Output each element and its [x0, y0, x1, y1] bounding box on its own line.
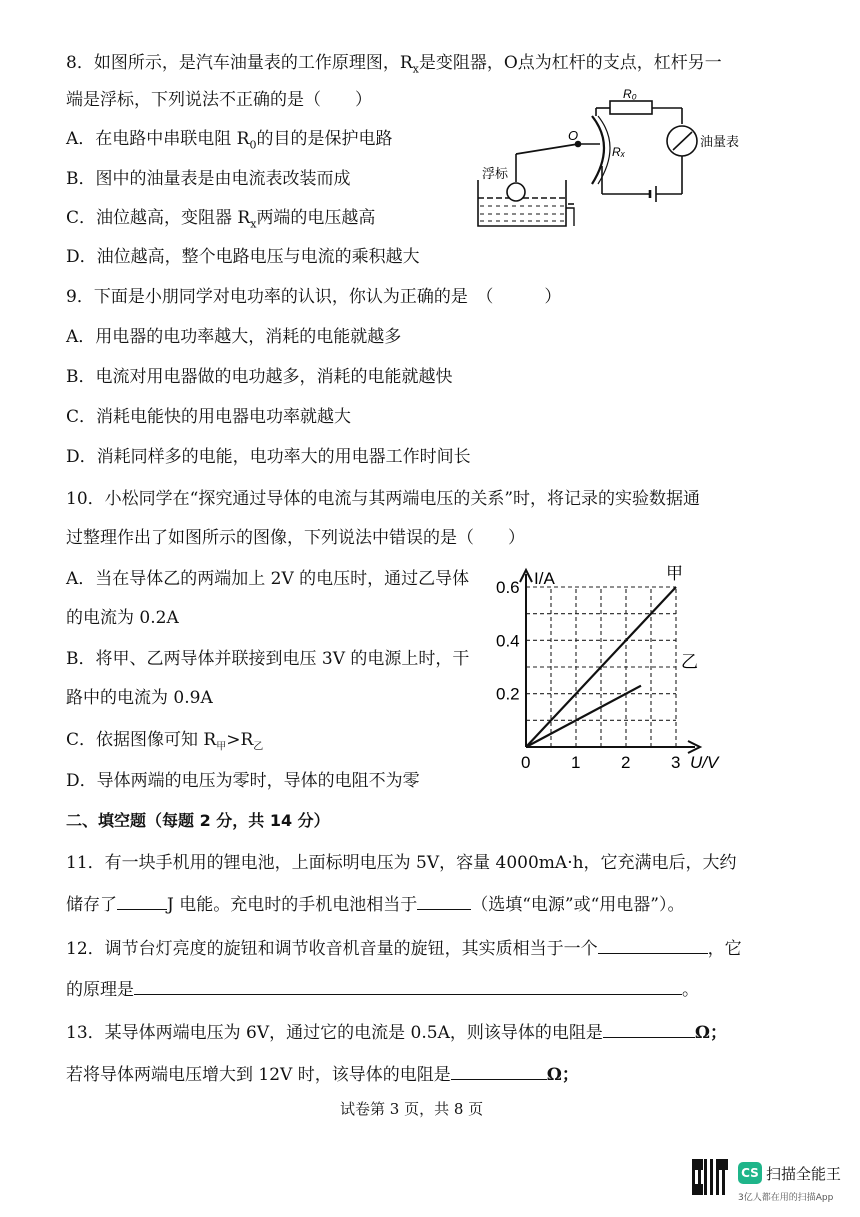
q11-line2: 储存了 J 电能。充电时的手机电池相当于 （选填“电源”或“用电器”）。 — [66, 891, 684, 916]
q9-option-b: B．电流对用电器做的电功越多，消耗的电能就越快 — [66, 367, 453, 387]
q12-answer-blank-1[interactable] — [598, 935, 708, 954]
q8-option-b: B．图中的油量表是由电流表改装而成 — [66, 169, 351, 189]
q13-line2: 若将导体两端电压增大到 12V 时，该导体的电阻是 Ω； — [66, 1061, 579, 1086]
q8-stem-line1: 8．如图所示，是汽车油量表的工作原理图，$R_x$是变阻器，O点为杠杆的支点，杠杆另一 — [66, 53, 722, 76]
q10-option-a-line1: A．当在导体乙的两端加上 2V 的电压时，通过乙导体 — [66, 569, 470, 589]
scanner-brand-name: 扫描全能王 — [766, 1165, 842, 1183]
float-icon — [507, 183, 525, 201]
q13-answer-blank-1[interactable] — [603, 1019, 695, 1038]
q11-answer-blank-2[interactable] — [417, 891, 471, 910]
fuel-meter-label: 油量表 — [700, 134, 740, 149]
q11-line1: 11．有一块手机用的锂电池，上面标明电压为 5V，容量 4000mA·h，它充满电后，大约 — [66, 853, 737, 873]
q10-stem-line1: 10．小松同学在“探究通过导体的电流与其两端电压的关系”时，将记录的实验数据通 — [66, 489, 701, 509]
q9-option-d: D．消耗同样多的电能，电功率大的用电器工作时间长 — [66, 447, 471, 467]
q12-line1: 12．调节台灯亮度的旋钮和调节收音机音量的旋钮，其实质相当于一个 ，它 — [66, 935, 742, 960]
q10-stem-line2: 过整理作出了如图所示的图像，下列说法中错误的是（ ） — [66, 528, 525, 548]
q8-stem-line2: 端是浮标，下列说法不正确的是（ ） — [66, 90, 372, 110]
r0-resistor — [610, 101, 652, 114]
q13-answer-blank-2[interactable] — [451, 1061, 547, 1080]
q9-option-a: A．用电器的电功率越大，消耗的电能就越多 — [66, 327, 402, 347]
q13-line1: 13．某导体两端电压为 6V，通过它的电流是 0.5A，则该导体的电阻是 Ω； — [66, 1019, 727, 1044]
qr-code — [692, 1159, 728, 1195]
r0-label: R₀ — [623, 87, 637, 101]
q10-option-d: D．导体两端的电压为零时，导体的电阻不为零 — [66, 771, 420, 791]
q9-option-c: C．消耗电能快的用电器电功率就越大 — [66, 407, 352, 427]
series-line-yi — [526, 686, 641, 747]
current-voltage-chart — [480, 562, 750, 777]
q10-option-b-line1: B．将甲、乙两导体并联接到电压 3V 的电源上时，干 — [66, 649, 470, 669]
x-tick-label: 0 — [521, 753, 531, 772]
q12-line2: 的原理是 。 — [66, 976, 699, 1001]
q8-option-c: C．油位越高，变阻器 $R_x$两端的电压越高 — [66, 208, 376, 231]
scanner-tagline: 3亿人都在用的扫描App — [738, 1193, 834, 1203]
series-label-yi: 乙 — [681, 652, 698, 672]
q9-stem: 9．下面是小朋同学对电功率的认识，你认为正确的是 （ ） — [66, 287, 562, 307]
q11-answer-blank-1[interactable] — [117, 891, 167, 910]
q12-answer-blank-2[interactable] — [134, 976, 682, 995]
q10-option-b-line2: 路中的电流为 0.9A — [66, 688, 213, 708]
page-footer: 试卷第 3 页，共 8 页 — [340, 1100, 484, 1118]
pivot-o-label: O — [568, 128, 579, 143]
rx-label: Rₓ — [612, 145, 626, 159]
y-axis-label: I/A — [534, 569, 555, 588]
scanner-logo-icon: CS — [738, 1162, 762, 1184]
y-tick-label: 0.2 — [496, 684, 520, 704]
x-tick-label: 2 — [621, 753, 631, 772]
q10-option-c: C．依据图像可知 $R_甲>R_乙$ — [66, 730, 264, 753]
x-axis-label: U/V — [690, 753, 719, 772]
y-tick-label: 0.4 — [496, 631, 520, 651]
q8-option-d: D．油位越高，整个电路电压与电流的乘积越大 — [66, 247, 420, 267]
section-2-title: 二、填空题（每题 2 分，共 14 分） — [66, 811, 330, 830]
lever-arm — [516, 144, 578, 154]
x-tick-label: 3 — [671, 753, 681, 772]
fuel-gauge-circuit-diagram — [470, 86, 760, 236]
float-label: 浮标 — [482, 166, 509, 181]
series-label-jia: 甲 — [666, 564, 683, 583]
q10-option-a-line2: 的电流为 0.2A — [66, 608, 179, 628]
x-tick-label: 1 — [571, 753, 581, 772]
q8-option-a: A．在电路中串联电阻 $R_0$的目的是保护电路 — [66, 129, 393, 152]
y-tick-label: 0.6 — [496, 578, 520, 597]
